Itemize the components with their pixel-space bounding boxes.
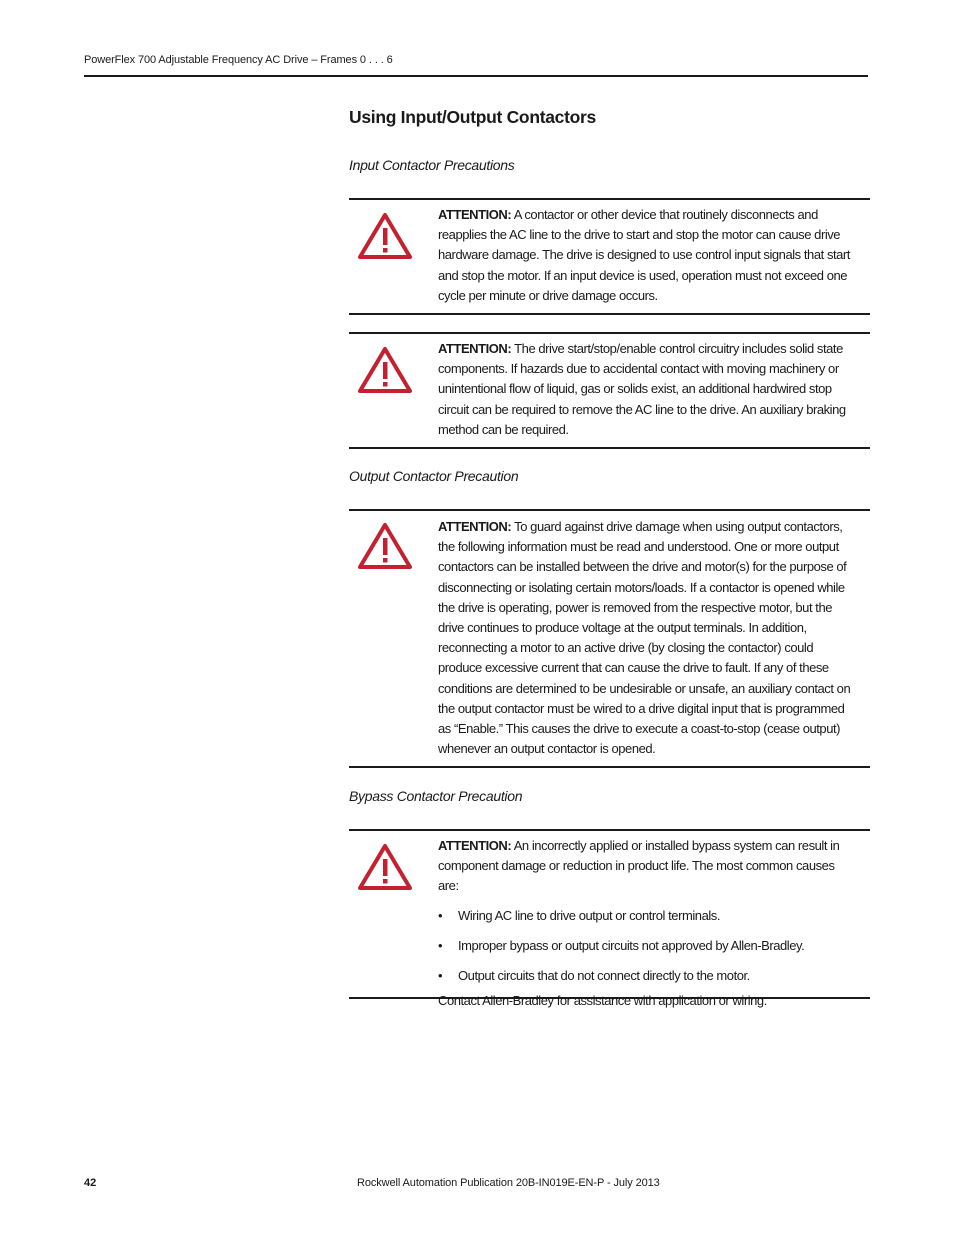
attention-box-2 — [349, 332, 870, 449]
publication-info: Rockwell Automation Publication 20B-IN019E-EN-P - July 2013 — [357, 1177, 660, 1189]
attention-text-2 — [438, 339, 858, 440]
header-rule — [84, 75, 868, 77]
attention-text-1 — [438, 205, 858, 306]
subhead-output-contactor: Output Contactor Precaution — [349, 468, 519, 484]
attention-label: ATTENTION: — [438, 207, 512, 222]
bullet-dot: • — [438, 937, 443, 953]
bullet-dot: • — [438, 908, 443, 924]
attention-body: To guard against drive damage when using output contactors, the following information must be read and understood. One or more output contactors can be installed between the drive and motor(s) for the purpose of disconnecting or isolating certain motors/loads. If a contactor is opened while the drive is operating, power is removed from the respective motor, but the drive continues to produce voltage at the output terminals. In addition, reconnecting a motor to an active drive (by closing the contactor) could produce excessive current that can cause the drive to fault. If any of these conditions are determined to be undesirable or unsafe, an auxiliary contact on the output contactor must be wired to a drive digital input that is programmed as “Enable.” This causes the drive to execute a coast-to-stop (cease output) whenever an output contactor is opened. — [438, 519, 851, 757]
attention-text-3 — [438, 517, 858, 759]
running-header: PowerFlex 700 Adjustable Frequency AC Drive – Frames 0 . . . 6 — [84, 54, 393, 66]
warning-triangle-icon — [357, 842, 413, 892]
attention-label: ATTENTION: — [438, 838, 512, 853]
attention-label: ATTENTION: — [438, 341, 512, 356]
bullet-dot: • — [438, 967, 443, 983]
list-item: • Improper bypass or output circuits not approved by Allen-Bradley. — [438, 936, 858, 956]
warning-triangle-icon — [357, 345, 413, 395]
attention-box-4 — [349, 829, 870, 1008]
attention-label: ATTENTION: — [438, 519, 512, 534]
attention-body: The drive start/stop/enable control circuitry includes solid state components. If hazards due to accidental contact with moving machinery or unintentional flow of liquid, gas or solids exist, an additional hardwired stop circuit can be required to remove the AC line to the drive. An auxiliary braking method can be required. — [438, 341, 846, 437]
warning-triangle-icon — [357, 521, 413, 571]
attention-box-3 — [349, 509, 870, 768]
attention-box-1 — [349, 198, 870, 315]
list-item: • Output circuits that do not connect directly to the motor. — [438, 966, 858, 986]
closing-text: Contact Allen-Bradley for assistance with application or wiring. — [438, 992, 767, 1008]
subhead-bypass-contactor: Bypass Contactor Precaution — [349, 788, 523, 804]
attention-body: An incorrectly applied or installed bypass system can result in component damage or reduction in product life. The most common causes are: — [438, 838, 840, 894]
page-number: 42 — [84, 1177, 97, 1189]
attention-text-4 — [438, 836, 858, 1011]
section-title: Using Input/Output Contactors — [349, 107, 596, 127]
list-item: • Wiring AC line to drive output or control terminals. — [438, 906, 858, 926]
attention-body: A contactor or other device that routinely disconnects and reapplies the AC line to the drive to start and stop the motor can cause drive hardware damage. The drive is designed to use control input signals that start and stop the motor. If an input device is used, operation must not exceed one cycle per minute or drive damage occurs. — [438, 207, 850, 303]
subhead-input-contactor: Input Contactor Precautions — [349, 157, 515, 173]
causes-list — [438, 906, 858, 986]
warning-triangle-icon — [357, 211, 413, 261]
